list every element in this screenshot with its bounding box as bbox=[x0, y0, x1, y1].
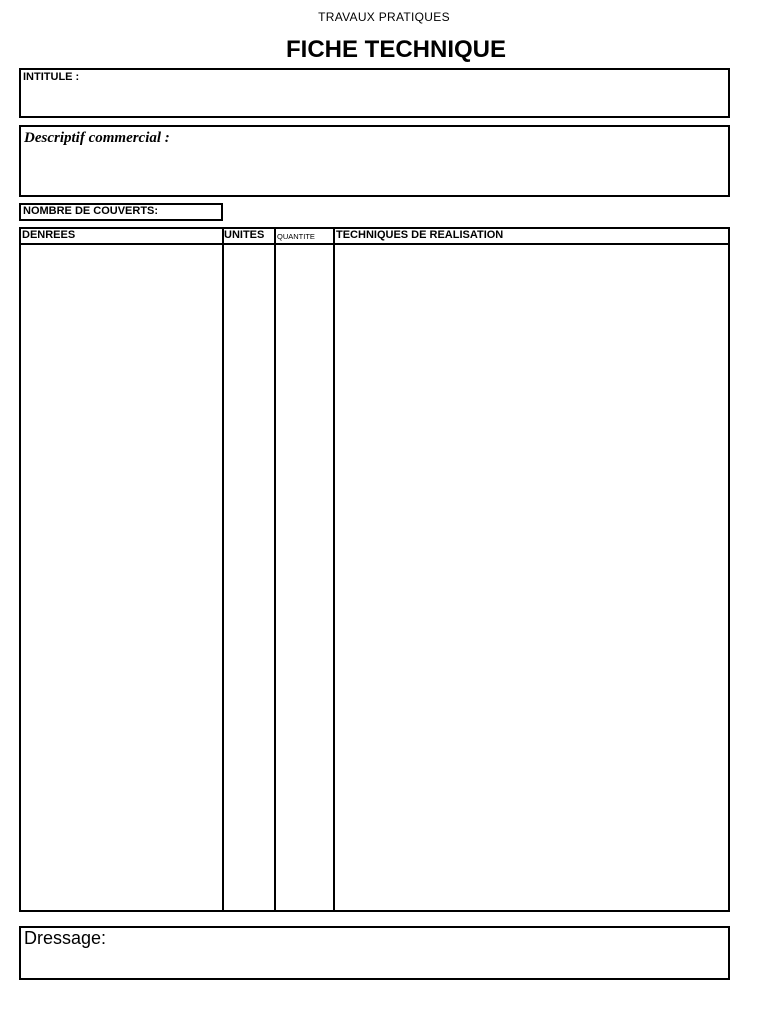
recipe-table bbox=[19, 227, 730, 912]
nombre-couverts-field[interactable] bbox=[19, 203, 223, 221]
column-header-unites: UNITES bbox=[224, 229, 265, 241]
techniques-column-cells[interactable] bbox=[335, 245, 728, 910]
unites-column-cells[interactable] bbox=[224, 245, 274, 910]
page-title: FICHE TECHNIQUE bbox=[285, 36, 506, 63]
descriptif-commercial-field[interactable] bbox=[19, 125, 730, 197]
nombre-couverts-label: NOMBRE DE COUVERTS: bbox=[23, 205, 159, 217]
descriptif-commercial-label: Descriptif commercial : bbox=[24, 130, 170, 146]
intitule-label: INTITULE : bbox=[23, 71, 80, 83]
column-header-techniques: TECHNIQUES DE REALISATION bbox=[336, 229, 504, 241]
dressage-field[interactable] bbox=[19, 926, 730, 980]
page-subtitle: TRAVAUX PRATIQUES bbox=[318, 10, 450, 24]
denrees-column-cells[interactable] bbox=[21, 245, 222, 910]
quantite-column-cells[interactable] bbox=[276, 245, 333, 910]
intitule-field[interactable] bbox=[19, 68, 730, 118]
dressage-label: Dressage: bbox=[24, 928, 107, 948]
column-header-denrees: DENREES bbox=[22, 229, 76, 241]
column-header-quantite: QUANTITE bbox=[277, 232, 315, 241]
